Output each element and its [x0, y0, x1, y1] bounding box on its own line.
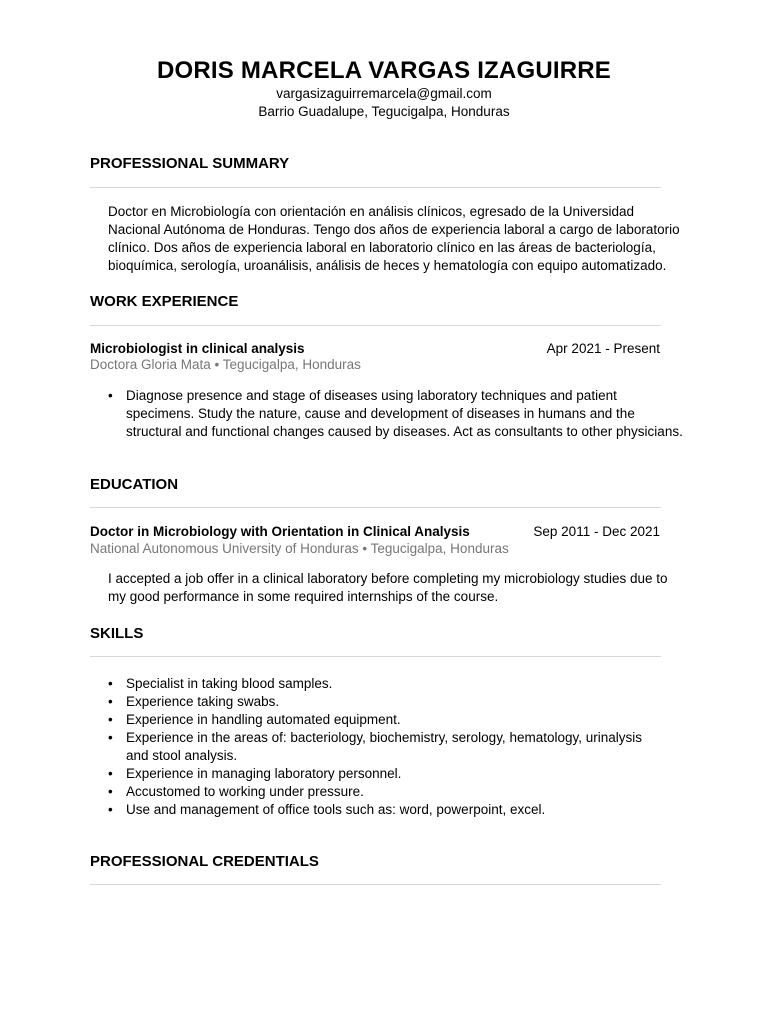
job-bullet-text: Diagnose presence and stage of diseases using laboratory techniques and patient specimens. Study the nature, cause and development of diseases in humans and the structural and functional changes caused by diseases. Act as consultants to other physicians.	[126, 388, 683, 439]
bullet-icon: •	[108, 712, 113, 727]
list-item	[108, 711, 664, 729]
skill-text: Experience in handling automated equipment.	[126, 712, 401, 727]
section-title-education: EDUCATION	[90, 476, 179, 493]
skill-text: Accustomed to working under pressure.	[126, 784, 364, 799]
education-description: I accepted a job offer in a clinical laboratory before completing my microbiology studies due to my good performance in some required internships of the course.	[108, 571, 668, 604]
skills-list	[108, 675, 664, 819]
bullet-icon: •	[108, 694, 113, 709]
contact-email: vargasizaguirremarcela@gmail.com	[276, 86, 492, 101]
list-item	[108, 765, 664, 783]
list-item	[108, 783, 664, 801]
job-dates: Apr 2021 - Present	[546, 341, 660, 356]
skill-text: Use and management of office tools such as: word, powerpoint, excel.	[126, 802, 546, 817]
list-item	[108, 729, 664, 765]
section-title-summary: PROFESSIONAL SUMMARY	[90, 155, 290, 172]
education-dates: Sep 2011 - Dec 2021	[533, 524, 660, 539]
bullet-icon: •	[108, 784, 113, 799]
job-employer: Doctora Gloria Mata • Tegucigalpa, Honduras	[90, 357, 361, 372]
list-item	[108, 693, 664, 711]
bullet-icon: •	[108, 388, 113, 403]
summary-text: Doctor en Microbiología con orientación en análisis clínicos, egresado de la Universidad Nacional Autónoma de Honduras. Tengo dos años de experiencia laboral a cargo de laboratorio clínico. Dos años de experiencia laboral en laboratorio clínico en las áreas de bacteriología, bioquímica, serología, uroanálisis, análisis de heces y hematología con equipo automatizado.	[108, 204, 680, 273]
bullet-icon: •	[108, 730, 113, 745]
section-divider	[90, 884, 661, 885]
education-school: National Autonomous University of Honduras • Tegucigalpa, Honduras	[90, 541, 509, 556]
section-divider	[90, 656, 661, 657]
section-divider	[90, 187, 661, 188]
section-title-skills: SKILLS	[90, 625, 144, 642]
education-degree: Doctor in Microbiology with Orientation in Clinical Analysis	[90, 524, 470, 539]
list-item	[108, 801, 664, 819]
section-title-credentials: PROFESSIONAL CREDENTIALS	[90, 853, 319, 870]
section-title-work: WORK EXPERIENCE	[90, 293, 239, 310]
bullet-icon: •	[108, 802, 113, 817]
skill-text: Specialist in taking blood samples.	[126, 676, 333, 691]
section-divider	[90, 507, 661, 508]
job-bullet-list	[108, 387, 688, 441]
skill-text: Experience in managing laboratory personnel.	[126, 766, 402, 781]
job-position: Microbiologist in clinical analysis	[90, 341, 305, 356]
bullet-icon: •	[108, 766, 113, 781]
skill-text: Experience in the areas of: bacteriology, biochemistry, serology, hematology, urinalysis and stool analysis.	[126, 730, 642, 763]
contact-location: Barrio Guadalupe, Tegucigalpa, Honduras	[258, 104, 510, 119]
bullet-icon: •	[108, 676, 113, 691]
skill-text: Experience taking swabs.	[126, 694, 280, 709]
list-item	[108, 675, 664, 693]
section-divider	[90, 325, 661, 326]
list-item	[108, 387, 688, 441]
candidate-name: DORIS MARCELA VARGAS IZAGUIRRE	[156, 57, 611, 84]
